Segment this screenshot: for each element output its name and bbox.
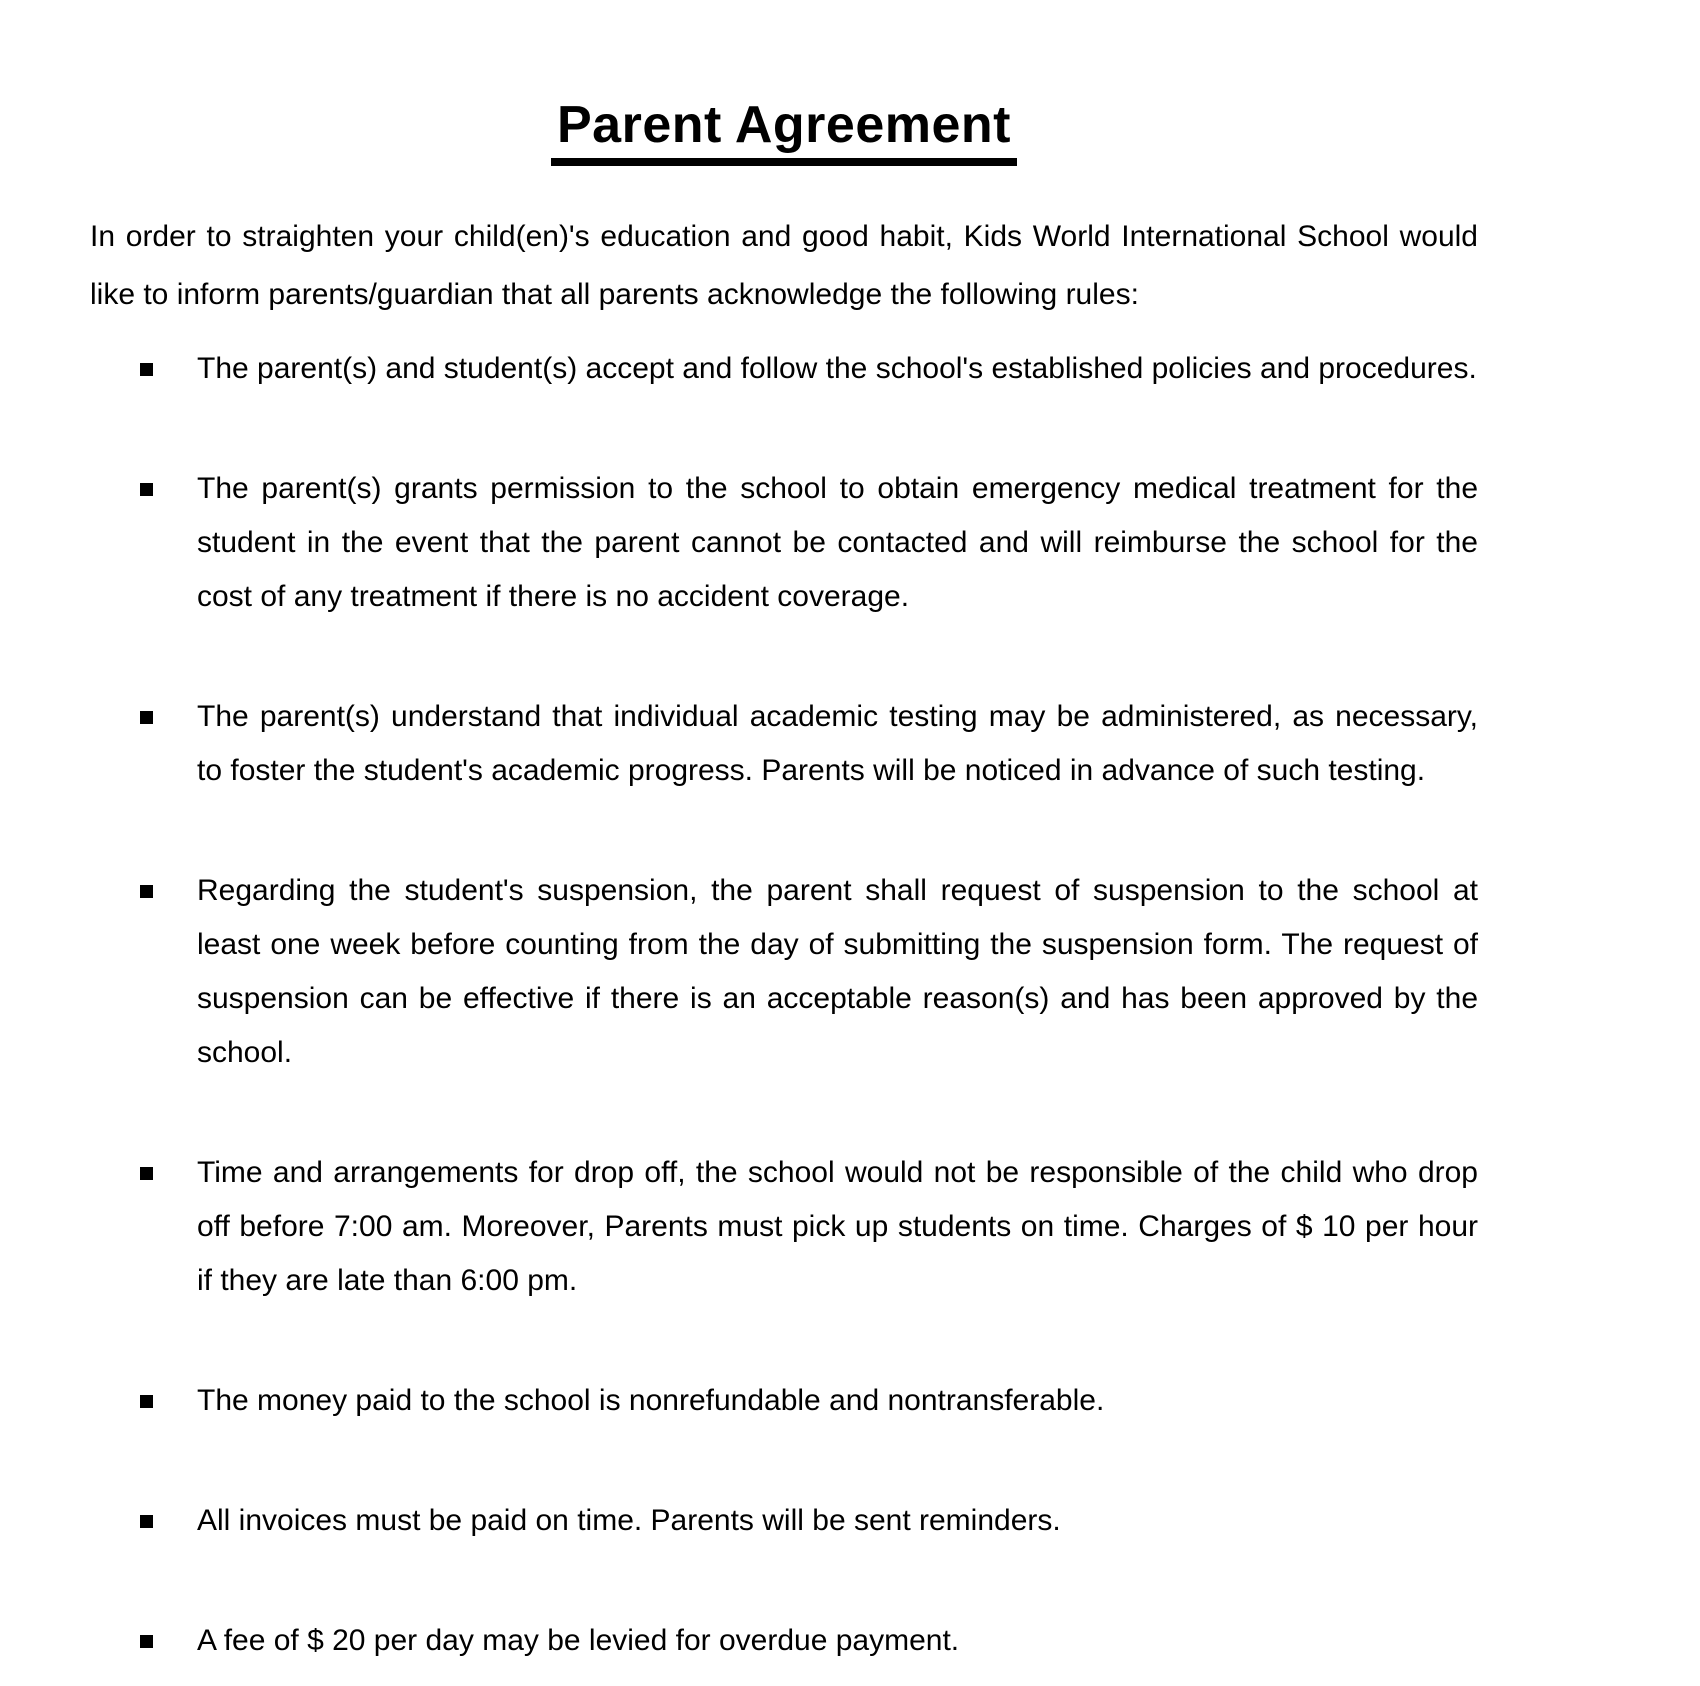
list-item-text: The money paid to the school is nonrefundable and nontransferable. bbox=[197, 1383, 1105, 1417]
bullet-square-icon bbox=[140, 483, 153, 496]
list-item bbox=[90, 1614, 1478, 1668]
bullet-square-icon bbox=[140, 1635, 153, 1648]
bullet-square-icon bbox=[140, 1395, 153, 1408]
list-item-text: A fee of $ 20 per day may be levied for overdue payment. bbox=[197, 1623, 960, 1657]
bullet-square-icon bbox=[140, 363, 153, 376]
list-item bbox=[90, 864, 1478, 1080]
list-item bbox=[90, 1374, 1478, 1428]
list-item bbox=[90, 462, 1478, 624]
bullet-square-icon bbox=[140, 1515, 153, 1528]
bullet-square-icon bbox=[140, 711, 153, 724]
bullet-square-icon bbox=[140, 1167, 153, 1180]
list-item bbox=[90, 1494, 1478, 1548]
rules-list bbox=[90, 342, 1478, 1668]
intro-paragraph: In order to straighten your child(en)'s education and good habit, Kids World International School would like to inform parents/guardian that all parents acknowledge the following rules: bbox=[90, 219, 1478, 311]
list-item bbox=[90, 342, 1478, 396]
bullet-square-icon bbox=[140, 885, 153, 898]
page-title bbox=[90, 96, 1478, 166]
list-item bbox=[90, 690, 1478, 798]
list-item-text: Regarding the student's suspension, the parent shall request of suspension to the school at least one week before counting from the day of submitting the suspension form. The request of suspension can be effective if there is an acceptable reason(s) and has been approved by the school. bbox=[197, 873, 1478, 1069]
list-item-text: All invoices must be paid on time. Parents will be sent reminders. bbox=[197, 1503, 1061, 1537]
list-item bbox=[90, 1146, 1478, 1308]
list-item-text: Time and arrangements for drop off, the school would not be responsible of the child who drop off before 7:00 am. Moreover, Parents must pick up students on time. Charges of $ 10 per hour if they are late than 6:00 pm. bbox=[197, 1155, 1478, 1297]
list-item-text: The parent(s) understand that individual academic testing may be administered, as necessary, to foster the student's academic progress. Parents will be noticed in advance of such testing. bbox=[197, 699, 1478, 787]
list-item-text: The parent(s) grants permission to the school to obtain emergency medical treatment for the student in the event that the parent cannot be contacted and will reimburse the school for the cost of any treatment if there is no accident coverage. bbox=[197, 471, 1478, 613]
page-title-text: Parent Agreement bbox=[551, 96, 1017, 166]
list-item-text: The parent(s) and student(s) accept and follow the school's established policies and procedures. bbox=[197, 351, 1477, 385]
